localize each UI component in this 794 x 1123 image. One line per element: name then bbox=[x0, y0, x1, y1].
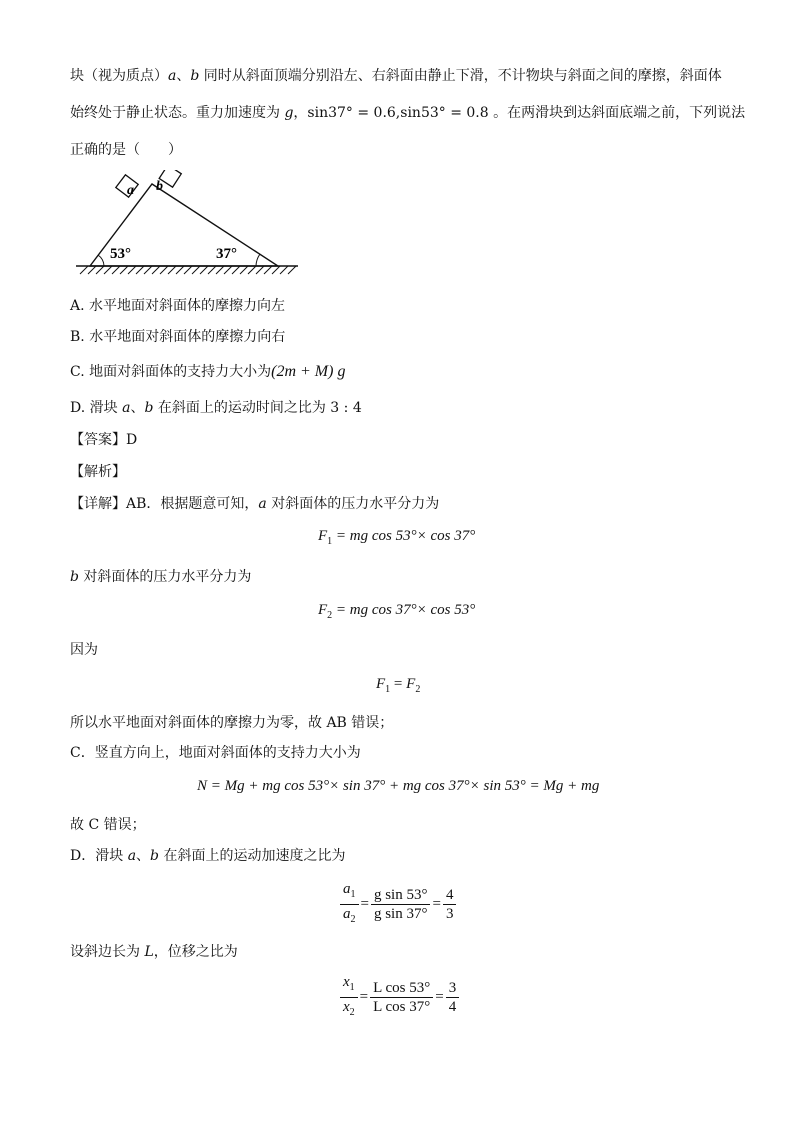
answer-line bbox=[70, 430, 137, 450]
ground-hatch bbox=[80, 266, 296, 274]
equation-f1: $F_1$ = mg cos 53°× cos 37° bbox=[318, 528, 476, 547]
option-c: C. 地面对斜面体的支持力大小为(2m + M) g bbox=[70, 363, 346, 380]
equation-f1-f2: $F_1 = F_2$ bbox=[376, 676, 421, 695]
angle-right-label: 37° bbox=[216, 246, 237, 262]
option-d: D. 滑块 a、b 在斜面上的运动时间之比为 3 : 4 bbox=[70, 400, 362, 416]
equation-n: N = Mg + mg cos 53°× sin 37° + mg cos 37°× sin 53° = Mg + mg bbox=[197, 778, 600, 794]
block-b-label: b bbox=[156, 179, 163, 194]
question-line-3: 正确的是（ ） bbox=[70, 142, 182, 158]
analysis-label: 【解析】 bbox=[70, 464, 126, 480]
option-b: B. 水平地面对斜面体的摩擦力向右 bbox=[70, 329, 286, 345]
c-analysis-line: C．竖直方向上，地面对斜面体的支持力大小为 bbox=[70, 745, 361, 761]
angle-left-label: 53° bbox=[110, 246, 131, 262]
detail-line: 【详解】AB．根据题意可知，a 对斜面体的压力水平分力为 bbox=[70, 496, 440, 512]
equation-acceleration-ratio: $\frac{a_1}{a_2}$ = $\frac{\text{g sin 53°}}{\text{g sin 37°}}$ = $\frac{4}{3}$ bbox=[338, 880, 458, 929]
option-a: A. 水平地面对斜面体的摩擦力向左 bbox=[70, 298, 286, 314]
option-c-expr: (2m + M) g bbox=[271, 363, 346, 380]
so-line: 所以水平地面对斜面体的摩擦力为零，故 AB 错误； bbox=[70, 715, 394, 731]
question-line-1: 块（视为质点）a、b 同时从斜面顶端分别沿左、右斜面由静止下滑，不计物块与斜面之间的摩擦，斜面体 bbox=[70, 68, 722, 84]
l-text-line: 设斜边长为 L，位移之比为 bbox=[70, 944, 238, 960]
trig-values: sin37° = 0.6,sin53° = 0.8 bbox=[307, 105, 489, 121]
c-wrong-line: 故 C 错误； bbox=[70, 817, 146, 833]
answer-label: 【答案】 bbox=[70, 432, 126, 448]
equation-displacement-ratio: $\frac{x_1}{x_2}$ = $\frac{\text{L cos 53°}}{\text{L cos 37°}}$ = $\frac{3}{4}$ bbox=[338, 973, 461, 1022]
line-b-force: b 对斜面体的压力水平分力为 bbox=[70, 569, 252, 585]
because-line: 因为 bbox=[70, 642, 98, 658]
angle-arc-left bbox=[98, 255, 104, 266]
question-line-2: 始终处于静止状态。重力加速度为 g，sin37° = 0.6,sin53° = 0.8 。在两滑块到达斜面底端之前，下列说法 bbox=[70, 105, 746, 121]
incline-figure bbox=[72, 170, 302, 275]
d-analysis-line: D．滑块 a、b 在斜面上的运动加速度之比为 bbox=[70, 848, 346, 864]
angle-arc-right bbox=[256, 254, 260, 266]
equation-f2: $F_2$ = mg cos 37°× cos 53° bbox=[318, 602, 476, 621]
answer-value: D bbox=[126, 432, 138, 448]
block-a-label: a bbox=[127, 183, 134, 198]
